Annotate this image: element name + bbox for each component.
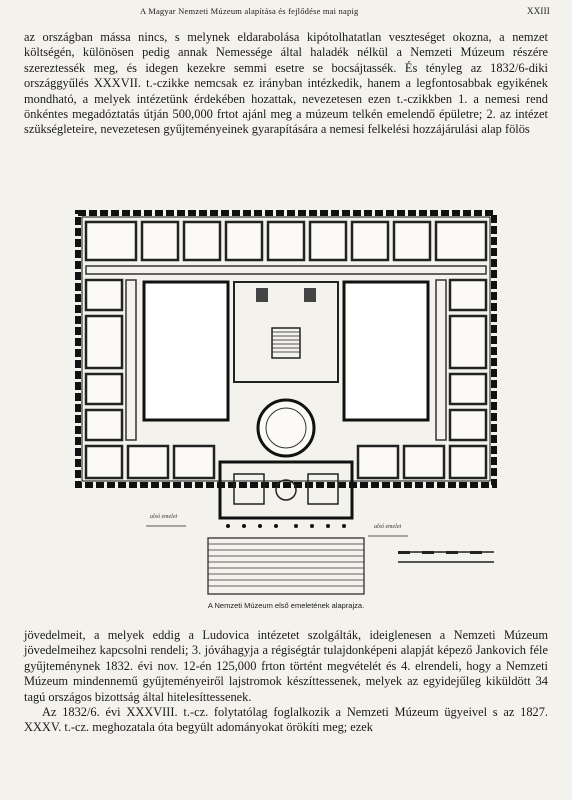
- figure-caption: A Nemzeti Múzeum első emeletének alaprajza.: [207, 601, 365, 610]
- floor-plan-figure: [58, 208, 514, 604]
- text-block-top: [24, 30, 548, 138]
- paragraph: jövedelmeit, a melyek eddig a Ludovica intézetet szolgálták, ideiglenesen a Nemzeti Múzeum jövedelmeihez kapcsolni rendeli; 3. jóváhagyja a régiségtár tulajdonképeni alapját képező Jankovich féle gyűjteménynek 1832. évi nov. 12-én 125,000 frton történt megvételét és 4. elrendeli, hogy a Nemzeti Múzeum mindennemű gyűjteményeiről lajstromok készíttessenek, melyek az egyidejűleg kiküldött 34 tagú országos bizottság által hitelesíttessenek.: [24, 628, 548, 704]
- floor-plan-drawing: [58, 208, 514, 604]
- paragraph: Az 1832/6. évi XXXVIII. t.-cz. folytatólag foglalkozik a Nemzeti Múzeum ügyeivel s az 1827. XXXV. t.-cz. meghozatala óta begyült adományokat örökíti meg; ezek: [24, 705, 548, 735]
- page-number: XXIII: [527, 6, 550, 16]
- running-header: [0, 6, 572, 20]
- running-title: A Magyar Nemzeti Múzeum alapítása és fejlődése mai napig: [140, 6, 359, 16]
- scale-label-left: alsó emelet: [150, 514, 178, 520]
- paragraph: az országban mássa nincs, s melynek eldarabolása kipótolhatatlan veszteséget okozna, a nemzet költségén, különösen pedig annak Nemessége által haladék nélkül a Nemzeti Múzeum részére szereztessék meg, és idegen kezekre semmi esetre se bocsájtassék. És tényleg az 1832/6-diki országgyűlés XXXVII. t.-czikke nemcsak ez irányban intézkedik, hanem a legfontosabbak egyikének mondható, a melyek intézetünk érdekében hozattak, nevezetesen ezen t.-czikkben 1. a nemesi rend önkéntes megadóztatás útján 500,000 frtot ajánl meg a múzeum telkén emelendő épületre; 2. az intézet szükségleteire, nevezetesen gyűjteményeinek gyarapítására a nemesi felkelési hozzájárulási alap fölös: [24, 30, 548, 137]
- scale-label-right: alsó emelet: [374, 524, 402, 530]
- text-block-bottom: [24, 628, 548, 736]
